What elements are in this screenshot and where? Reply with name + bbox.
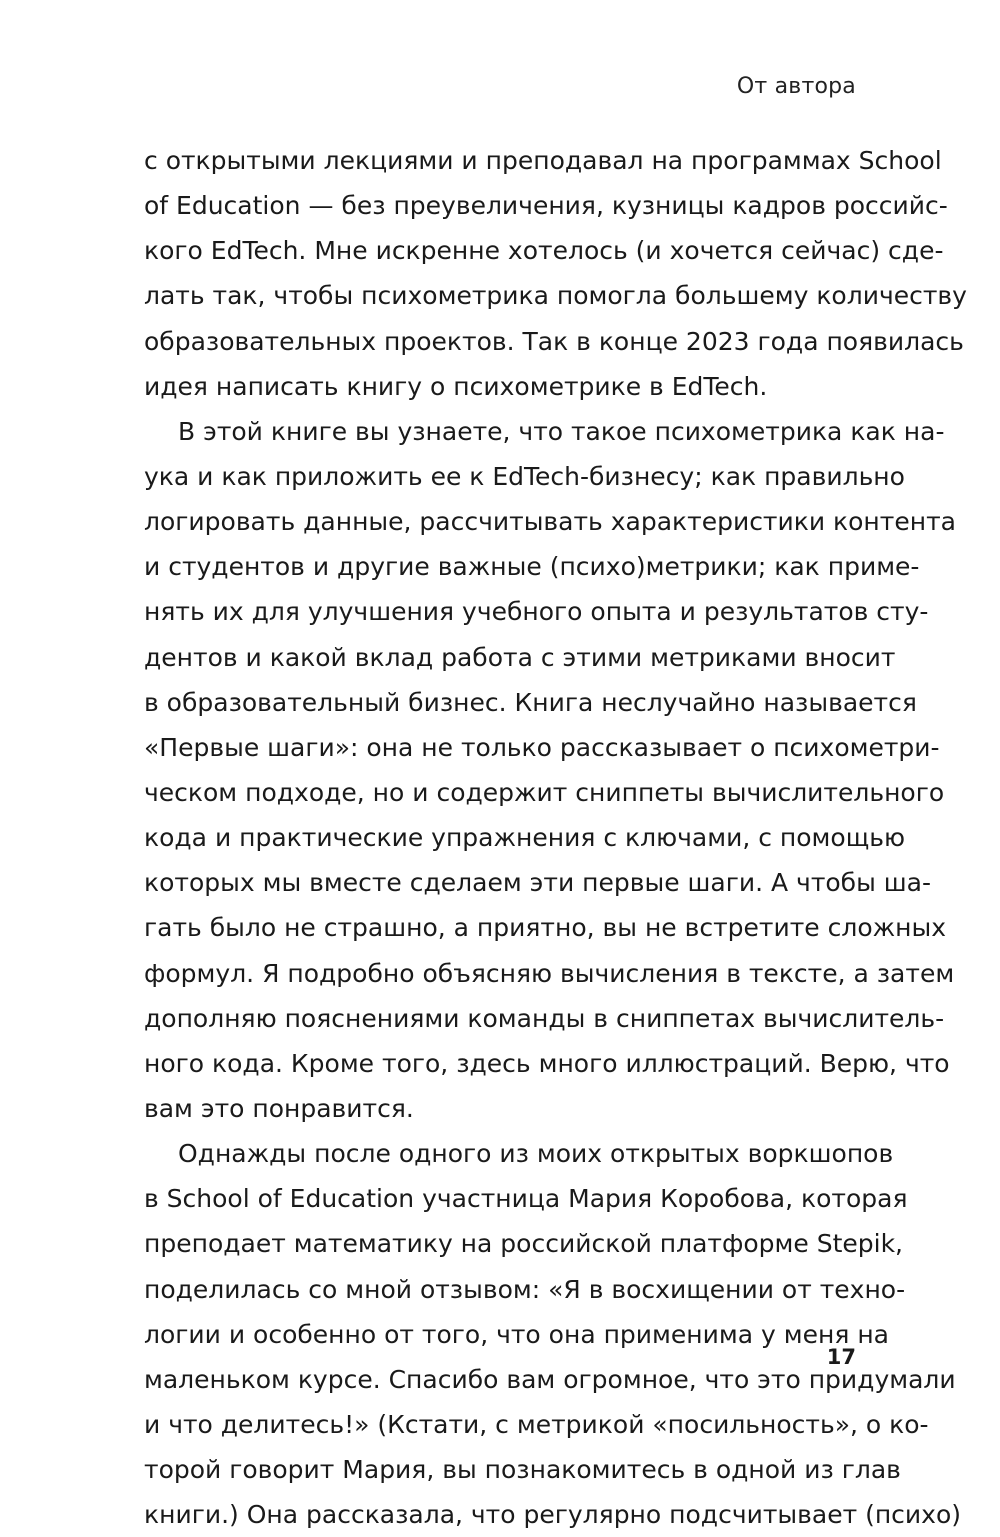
text-line: нять их для улучшения учебного опыта и результатов сту-	[144, 597, 929, 627]
text-line: логировать данные, рассчитывать характеристики контента	[144, 507, 956, 537]
text-line: ческом подходе, но и содержит сниппеты вычислительного	[144, 777, 945, 807]
text-line: поделилась со мной отзывом: «Я в восхищении от техно-	[144, 1274, 906, 1304]
text-line: формул. Я подробно объясняю вычисления в тексте, а затем	[144, 958, 955, 988]
text-line: с открытыми лекциями и преподавал на программах School	[144, 146, 942, 175]
text-line: ного кода. Кроме того, здесь много иллюстраций. Верю, что	[144, 1048, 950, 1078]
text-line: кода и практические упражнения с ключами, с помощью	[144, 823, 906, 853]
paragraph-first-line: В этой книге вы узнаете, что такое психометрика как на-	[178, 416, 945, 446]
text-line: в образовательный бизнес. Книга неслучайно называется	[144, 687, 917, 717]
text-line: образовательных проектов. Так в конце 2023 года появилась	[144, 326, 964, 356]
text-line: «Первые шаги»: она не только рассказывает о психометри-	[144, 732, 940, 762]
text-line: торой говорит Мария, вы познакомитесь в одной из глав	[144, 1455, 901, 1485]
text-line: маленьком курсе. Спасибо вам огромное, что это придумали	[144, 1364, 956, 1394]
text-line: в School of Education участница Мария Коробова, которая	[144, 1184, 908, 1214]
text-line: которых мы вместе сделаем эти первые шаги. А чтобы ша-	[144, 868, 931, 898]
text-line: и студентов и другие важные (психо)метрики; как приме-	[144, 552, 920, 582]
text-line: вам это понравится.	[144, 1093, 414, 1123]
text-line: гать было не страшно, а приятно, вы не встретите сложных	[144, 913, 947, 943]
text-line: лать так, чтобы психометрика помогла большему количеству	[144, 281, 967, 311]
text-line: кого EdTech. Мне искренне хотелось (и хочется сейчас) сде-	[144, 236, 944, 266]
text-line: книги.) Она рассказала, что регулярно подсчитывает (психо)	[144, 1500, 962, 1530]
text-line: of Education — без преувеличения, кузницы кадров российс-	[144, 191, 948, 221]
page-number: 17	[826, 1345, 856, 1369]
running-header-title: От автора	[736, 74, 856, 99]
text-line: дентов и какой вклад работа с этими метриками вносит	[144, 642, 896, 672]
text-line: логии и особенно от того, что она применима у меня на	[144, 1319, 889, 1349]
text-line: ука и как приложить ее к EdTech-бизнесу; как правильно	[144, 461, 905, 491]
text-line: преподает математику на российской платформе Stepik,	[144, 1229, 904, 1259]
text-line: идея написать книгу о психометрике в EdTech.	[144, 371, 768, 401]
paragraph-first-line: Однажды после одного из моих открытых воркшопов	[178, 1139, 894, 1169]
page-body-text	[144, 138, 967, 1537]
text-line: дополняю пояснениями команды в сниппетах вычислитель-	[144, 1003, 945, 1033]
text-line: и что делитесь!» (Кстати, с метрикой «посильность», о ко-	[144, 1409, 929, 1439]
